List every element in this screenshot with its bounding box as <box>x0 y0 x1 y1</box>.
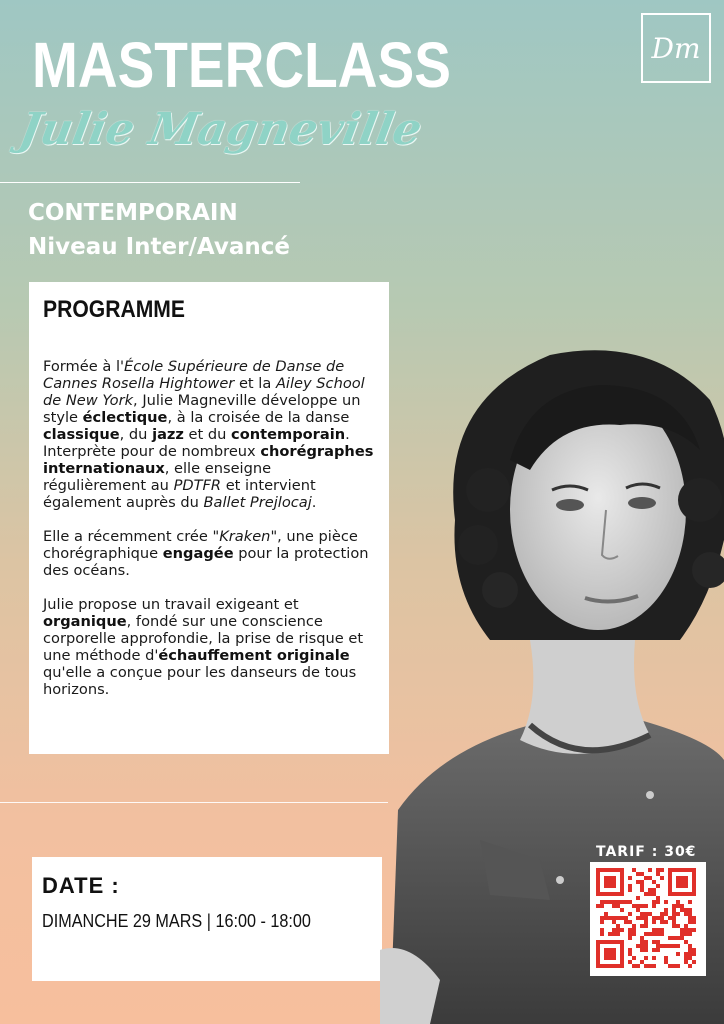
programme-run: Ballet Prejlocaj <box>203 494 312 511</box>
programme-run: Elle a récemment crée " <box>43 528 220 545</box>
programme-run: pour la protection des océans. <box>43 545 369 579</box>
artist-name: Julie Magneville <box>15 104 426 155</box>
programme-run: , elle enseigne régulièrement au <box>43 460 272 494</box>
programme-run: qu'elle a conçue pour les danseurs de tous horizons. <box>43 664 357 698</box>
programme-run: éclectique <box>82 409 168 426</box>
programme-run: , Julie Magneville développe un style <box>43 392 361 426</box>
programme-run: Formée à l' <box>43 358 125 375</box>
programme-run: chorégraphes internationaux <box>43 443 374 477</box>
date-panel <box>32 857 382 981</box>
logo-text: Dm <box>651 31 701 65</box>
programme-run: et la <box>234 375 276 392</box>
programme-paragraph <box>43 596 375 698</box>
programme-run: , à la croisée de la danse <box>167 409 350 426</box>
programme-text <box>43 358 375 698</box>
brand-logo <box>641 13 711 83</box>
dance-style: CONTEMPORAIN <box>28 200 238 226</box>
section-divider <box>0 802 388 803</box>
programme-run: engagée <box>162 545 234 562</box>
programme-run: Kraken <box>219 528 271 545</box>
programme-run: et intervient également auprès du <box>43 477 316 511</box>
qr-code[interactable] <box>590 862 706 976</box>
programme-paragraph <box>43 358 375 511</box>
programme-run: Julie propose un travail exigeant et <box>43 596 299 613</box>
dance-level: Niveau Inter/Avancé <box>28 234 290 260</box>
programme-run: Ailey School de New York <box>43 375 365 409</box>
programme-run: , fondé sur une conscience corporelle approfondie, la prise de risque et une méthode d' <box>43 613 364 664</box>
programme-paragraph <box>43 528 375 579</box>
header-divider <box>0 182 300 183</box>
programme-run: , du <box>119 426 153 443</box>
date-label: DATE : <box>42 873 120 898</box>
programme-run: École Supérieure de Danse de Cannes Rosella Hightower <box>43 358 345 392</box>
date-value: DIMANCHE 29 MARS | 16:00 - 18:00 <box>42 911 311 931</box>
programme-run: . <box>311 494 317 511</box>
programme-run: jazz <box>152 426 184 443</box>
programme-run: ", une pièce chorégraphique <box>43 528 358 562</box>
programme-run: échauffement originale <box>158 647 350 664</box>
programme-panel <box>29 282 389 754</box>
poster-title: MASTERCLASS <box>32 29 451 101</box>
programme-heading: PROGRAMME <box>43 296 185 323</box>
programme-run: PDTFR <box>173 477 222 494</box>
programme-run: organique <box>43 613 127 630</box>
programme-run: et du <box>183 426 232 443</box>
programme-run: . Interprète pour de nombreux <box>43 426 350 460</box>
programme-run: classique <box>43 426 120 443</box>
price-label: TARIF : 30€ <box>596 844 697 860</box>
programme-run: contemporain <box>231 426 346 443</box>
